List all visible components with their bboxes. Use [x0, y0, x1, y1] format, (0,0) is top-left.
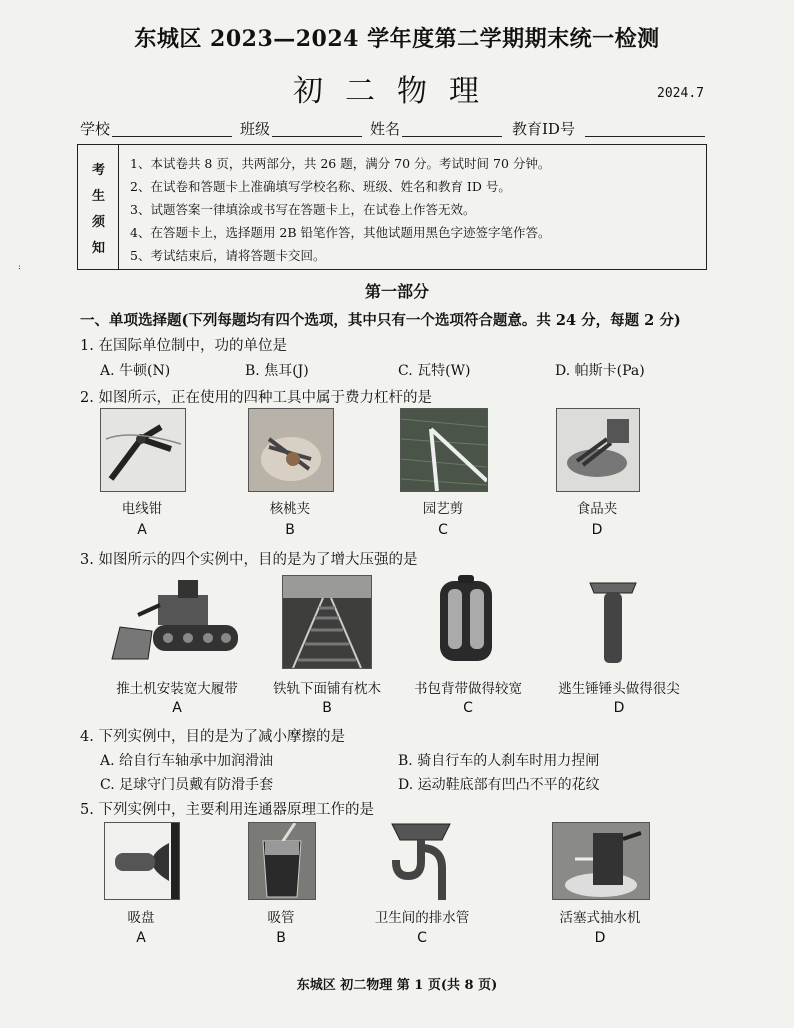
- garden-shears-image: [400, 408, 488, 492]
- edu-id-blank[interactable]: [585, 136, 705, 137]
- q5-option-d[interactable]: D: [594, 930, 606, 946]
- q3-caption-c: 书包背带做得较宽: [414, 681, 522, 697]
- q2-caption-d: 食品夹: [576, 501, 618, 517]
- exam-title: 东城区 2023—2024 学年度第二学期期末统一检测: [134, 26, 660, 52]
- q2-option-d[interactable]: D: [591, 522, 603, 538]
- q3-option-b[interactable]: B: [322, 700, 332, 716]
- name-blank[interactable]: [402, 136, 502, 137]
- escape-hammer-image: [588, 575, 638, 667]
- q4-option-b[interactable]: B. 骑自行车的人刹车时用力捏闸: [398, 753, 600, 769]
- class-blank[interactable]: [272, 136, 362, 137]
- drain-pipe-image: [390, 818, 452, 900]
- piston-pump-image: [552, 822, 650, 900]
- q3-caption-a: 推土机安装宽大履带: [116, 681, 238, 697]
- q1-option-d[interactable]: D. 帕斯卡(Pa): [555, 363, 645, 379]
- q5-caption-a: 吸盘: [127, 910, 155, 926]
- q1-option-b[interactable]: B. 焦耳(J): [245, 363, 309, 379]
- exam-notice-box: [77, 144, 707, 270]
- question-2-stem: 2. 如图所示，正在使用的四种工具中属于费力杠杆的是: [80, 390, 432, 406]
- garden-shears-icon: [401, 409, 487, 491]
- question-3-stem: 3. 如图所示的四个实例中，目的是为了增大压强的是: [80, 552, 418, 568]
- notice-heading-char: 知: [92, 241, 106, 256]
- q2-option-a[interactable]: A: [137, 522, 147, 538]
- q3-option-d[interactable]: D: [613, 700, 625, 716]
- q5-option-b[interactable]: B: [276, 930, 286, 946]
- q1-option-c[interactable]: C. 瓦特(W): [398, 363, 471, 379]
- suction-cup-image: [104, 822, 180, 900]
- section-title: 一、单项选择题(下列每题均有四个选项，其中只有一个选项符合题意。共 24 分，每题 2 分): [80, 312, 681, 329]
- q1-option-a[interactable]: A. 牛顿(N): [100, 363, 171, 379]
- margin-mark: :: [18, 262, 21, 271]
- notice-item: 3、试题答案一律填涂或书写在答题卡上，在试卷上作答无效。: [130, 202, 476, 217]
- page-footer: 东城区 初二物理 第 1 页(共 8 页): [296, 978, 498, 993]
- part-title: 第一部分: [364, 282, 429, 301]
- school-blank[interactable]: [112, 136, 232, 137]
- wire-pliers-image: [100, 408, 186, 492]
- straw-image: [248, 822, 316, 900]
- q5-option-a[interactable]: A: [136, 930, 146, 946]
- edu-id-label: 教育ID号: [512, 120, 575, 138]
- q3-caption-d: 逃生锤锤头做得很尖: [558, 681, 680, 697]
- school-label: 学校: [80, 120, 111, 138]
- q2-option-b[interactable]: B: [285, 522, 295, 538]
- q5-caption-d: 活塞式抽水机: [559, 910, 641, 926]
- bulldozer-icon: [108, 575, 244, 667]
- name-label: 姓名: [370, 120, 401, 138]
- student-info-row: [80, 118, 720, 142]
- question-5-stem: 5. 下列实例中，主要利用连通器原理工作的是: [80, 802, 374, 818]
- q5-caption-b: 吸管: [267, 910, 295, 926]
- piston-pump-icon: [553, 823, 649, 899]
- notice-heading-char: 须: [92, 215, 106, 230]
- notice-heading: [78, 145, 119, 269]
- railway-track-icon: [283, 576, 371, 668]
- drain-pipe-icon: [390, 818, 452, 900]
- wire-pliers-icon: [101, 409, 185, 491]
- q4-option-c[interactable]: C. 足球守门员戴有防滑手套: [100, 777, 274, 793]
- notice-heading-char: 生: [92, 189, 106, 204]
- q5-option-c[interactable]: C: [417, 930, 427, 946]
- nutcracker-icon: [249, 409, 333, 491]
- notice-item: 4、在答题卡上，选择题用 2B 铅笔作答，其他试题用黑色字迹签字笔作答。: [130, 225, 551, 240]
- q2-caption-a: 电线钳: [121, 501, 163, 517]
- q3-option-c[interactable]: C: [463, 700, 473, 716]
- food-tongs-image: [556, 408, 640, 492]
- q3-option-a[interactable]: A: [172, 700, 182, 716]
- notice-heading-char: 考: [92, 163, 106, 178]
- railway-track-image: [282, 575, 372, 669]
- escape-hammer-icon: [588, 575, 638, 667]
- q5-caption-c: 卫生间的排水管: [374, 910, 470, 926]
- q4-option-d[interactable]: D. 运动鞋底部有凹凸不平的花纹: [398, 777, 600, 793]
- q2-caption-c: 园艺剪: [422, 501, 464, 517]
- notice-item: 1、本试卷共 8 页，共两部分，共 26 题，满分 70 分。考试时间 70 分钟。: [130, 156, 551, 171]
- suction-cup-icon: [105, 823, 179, 899]
- class-label: 班级: [240, 120, 271, 138]
- q2-option-c[interactable]: C: [438, 522, 448, 538]
- q3-caption-b: 铁轨下面铺有枕木: [273, 681, 381, 697]
- q4-option-a[interactable]: A. 给自行车轴承中加润滑油: [100, 753, 274, 769]
- notice-item: 5、考试结束后，请将答题卡交回。: [130, 248, 326, 263]
- nutcracker-image: [248, 408, 334, 492]
- q2-caption-b: 核桃夹: [269, 501, 311, 517]
- exam-date: 2024.7: [657, 86, 704, 101]
- notice-item: 2、在试卷和答题卡上准确填写学校名称、班级、姓名和教育 ID 号。: [130, 179, 511, 194]
- bulldozer-image: [108, 575, 244, 667]
- question-1-stem: 1. 在国际单位制中，功的单位是: [80, 338, 287, 354]
- backpack-icon: [432, 575, 500, 667]
- straw-icon: [249, 823, 315, 899]
- question-4-stem: 4. 下列实例中，目的是为了减小摩擦的是: [80, 729, 345, 745]
- backpack-image: [432, 575, 500, 667]
- subject-title: 初二物理: [293, 74, 501, 109]
- food-tongs-icon: [557, 409, 639, 491]
